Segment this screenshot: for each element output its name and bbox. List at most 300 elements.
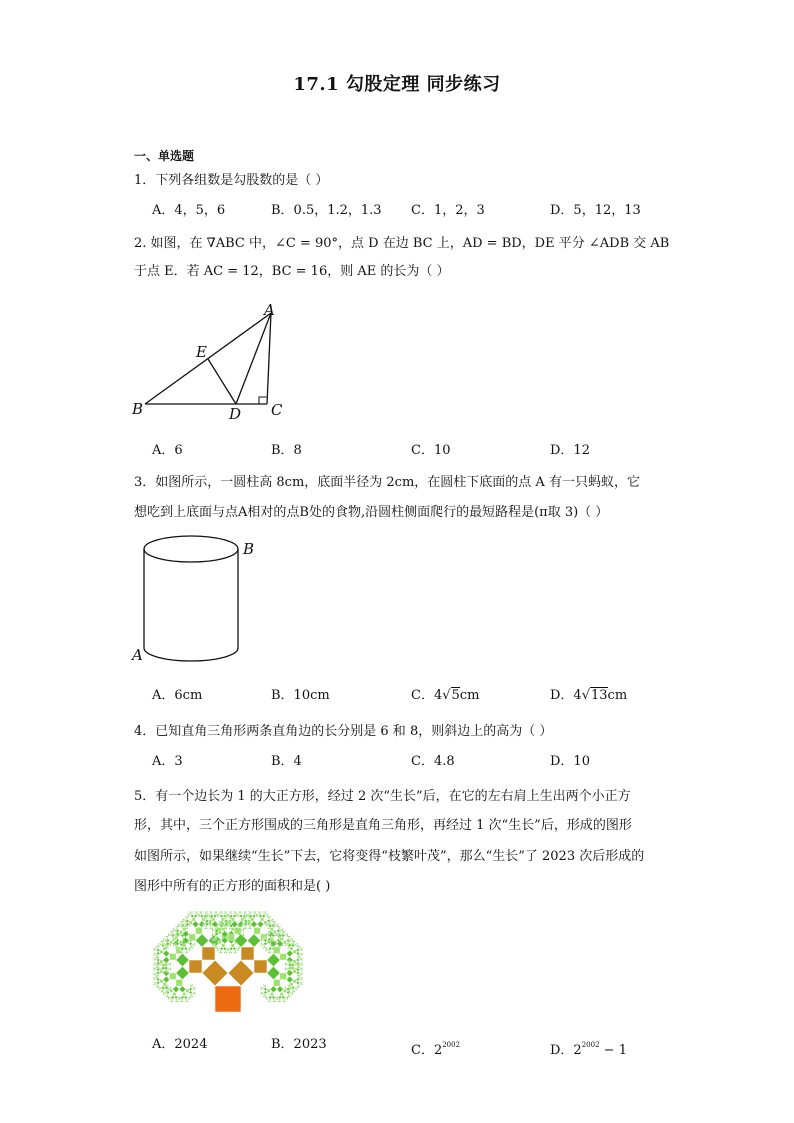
branch-square [171,999,173,1001]
branch-square [251,918,254,921]
branch-square [263,984,265,986]
branch-square [196,934,209,947]
branch-square [186,999,188,1001]
branch-square [176,999,178,1001]
branch-square [261,993,263,995]
branch-square [291,938,293,940]
branch-square [219,952,221,954]
pythagoras-tree-figure [134,908,320,1018]
branch-square [265,998,267,1000]
question-5-line-3: 如图所示，如果继续“生长”下去，它将变得“枝繁叶茂”，那么“生长”了 2023 次后形成的 [134,849,645,864]
branch-square [301,959,303,961]
branch-square [278,932,280,934]
branch-square [153,967,155,969]
branch-square [239,913,241,915]
branch-square [153,954,155,956]
branch-square [265,984,267,986]
q5-option-d-exponent: 2002 [581,1041,600,1049]
branch-square [158,943,160,945]
branch-square [301,949,303,951]
branch-square [285,967,287,969]
branch-square [166,945,168,947]
branch-square [301,967,303,969]
branch-square [264,986,266,988]
branch-square [285,964,287,966]
branch-square [243,911,245,913]
branch-square [181,996,184,999]
branch-square [267,914,269,916]
branch-square [245,928,247,930]
branch-square [157,975,159,977]
branch-square [161,941,163,943]
branch-square [213,934,215,936]
branch-square [189,915,191,917]
triangle-figure [128,298,298,426]
branch-square [274,921,276,923]
branch-square [267,949,269,951]
branch-square [175,1001,177,1003]
q3-option-c-unit: cm [459,688,480,703]
branch-square [168,988,170,990]
branch-square [181,950,183,952]
branch-square [229,952,231,954]
branch-square [267,924,269,926]
branch-square [273,1001,275,1003]
branch-square [272,919,274,921]
branch-square [254,913,256,915]
branch-square [223,924,225,926]
branch-square [301,977,303,979]
branch-square [183,944,186,947]
branch-square [289,936,291,938]
branch-square [163,938,165,940]
branch-square [254,928,261,935]
label-a: A [264,301,275,319]
branch-square [278,999,280,1001]
q5-option-d-base: D．2 [550,1043,582,1058]
branch-square [275,997,277,999]
branch-square [184,996,187,999]
cylinder-figure [128,530,263,665]
branch-square [186,950,188,952]
question-5-line-2: 形，其中，三个正方形围成的三角形是直角三角形，再经过 1 次“生长”后，形成的图形 [134,818,632,833]
branch-square [269,923,271,925]
branch-square [163,983,166,986]
branch-square [225,926,227,928]
q2-option-a: A．6 [152,443,183,458]
branch-square [270,919,272,921]
branch-square [228,934,235,941]
branch-square [230,950,232,952]
branch-square [200,911,202,913]
branch-square [223,947,226,950]
branch-square [220,913,222,915]
q4-option-b: B．4 [271,754,302,769]
branch-square [262,915,265,918]
branch-square [157,952,160,955]
branch-square [293,950,296,953]
branch-square [176,936,178,938]
branch-square [168,933,170,935]
question-3-line-2: 想吃到上底面与点A相对的点B处的食物,沿圆柱侧面爬行的最短路程是(π取 3)（ ） [134,505,609,520]
branch-square [161,989,163,991]
branch-square [153,972,155,974]
branch-square [186,926,188,928]
branch-square [220,915,223,918]
branch-square [244,913,246,915]
branch-square [269,1001,271,1003]
branch-square [224,952,226,954]
branch-square [257,915,259,917]
branch-square [173,986,180,993]
branch-square [194,943,196,945]
branch-square [272,996,275,999]
branch-square [287,998,289,1000]
branch-square [301,954,303,956]
branch-square [287,984,289,986]
branch-square [200,915,203,918]
q3-option-d-prefix: D．4 [550,688,582,703]
branch-square [157,965,159,967]
label-a: A [132,646,143,664]
sqrt-sign: √ [581,688,590,703]
branch-square [210,913,212,915]
branch-square [192,993,194,995]
branch-square [153,962,155,964]
branch-square [170,973,177,980]
branch-square [183,919,185,921]
branch-square [170,934,172,936]
label-b: B [132,400,144,418]
branch-square [265,911,267,913]
branch-square [274,980,281,987]
branch-square [268,928,270,930]
branch-square [204,919,206,921]
branch-square [174,934,176,936]
branch-square [206,928,208,930]
branch-square [176,954,189,967]
q5-option-a: A．2024 [152,1037,208,1052]
branch-square [274,932,276,934]
branch-square [200,913,202,915]
branch-square [166,970,168,972]
branch-square [295,944,297,946]
branch-square [269,916,271,918]
branch-square [285,969,287,971]
branch-square [194,992,196,994]
branch-square [299,945,301,947]
branch-square [176,945,178,947]
branch-square [267,954,280,967]
branch-square [293,962,295,964]
branch-square [250,928,252,930]
branch-square [218,931,221,934]
q2-option-c: C．10 [411,443,451,458]
branch-square [153,974,155,976]
branch-square [294,941,296,943]
branch-square [174,929,176,931]
branch-square [161,991,163,993]
q2-option-d: D．12 [550,443,590,458]
branch-square [233,947,236,950]
branch-square [225,950,227,952]
branch-square [295,963,297,965]
q3-option-d-radicand: 13 [591,688,608,703]
branch-square [234,911,236,913]
branch-square [282,928,284,930]
branch-square [290,947,293,950]
branch-square [267,941,270,944]
branch-square [176,928,178,930]
branch-square [190,911,192,913]
trunk-square [215,986,241,1012]
q1-option-a: A．4，5，6 [152,203,226,218]
branch-square [301,972,303,974]
branch-square [267,989,270,992]
branch-square [186,989,189,992]
branch-square [253,911,255,913]
q3-option-c-prefix: C．4 [411,688,443,703]
branch-square [249,918,251,920]
branch-square [287,968,289,970]
branch-square [155,958,157,960]
branch-square [179,941,182,944]
question-5-line-1: 5．有一个边长为 1 的大正方形，经过 2 次“生长”后，在它的左右肩上生出两个小正方 [134,789,631,804]
branch-square [189,921,192,924]
branch-square [298,976,300,978]
branch-square [157,981,160,984]
branch-square [167,984,169,986]
branch-square [161,970,163,972]
branch-square [270,986,277,993]
branch-square [282,996,285,999]
branch-square [170,964,172,966]
branch-square [179,934,181,936]
branch-square [165,996,167,998]
branch-square [165,936,167,938]
question-4-text: 4．已知直角三角形两条直角边的长分别是 6 和 8，则斜边上的高为（ ） [134,724,553,739]
branch-square [170,967,172,969]
q5-option-d-suffix: − 1 [599,1043,627,1058]
branch-square [192,918,195,921]
branch-square [187,952,189,954]
branch-square [283,989,286,992]
branch-square [189,949,191,951]
branch-square [259,915,262,918]
branch-square [300,978,302,980]
branch-square [153,964,155,966]
branch-square [287,947,289,949]
branch-square [301,969,303,971]
branch-square [179,931,182,934]
branch-square [157,971,160,974]
branch-square [174,944,176,946]
branch-square [278,996,281,999]
branch-square [294,991,296,993]
branch-square [174,939,176,941]
branch-square [296,949,299,952]
branch-square [230,952,232,954]
q4-option-d: D．10 [550,754,590,769]
branch-square [298,967,300,969]
branch-square [157,947,159,949]
branch-square [226,928,228,930]
branch-square [293,970,296,973]
branch-square [213,939,215,941]
branch-square [214,911,216,913]
branch-square [174,996,177,999]
branch-square [215,945,217,947]
branch-square [192,944,194,946]
branch-square [216,911,218,913]
branch-square [229,928,231,930]
branch-square [218,915,220,917]
branch-square [218,949,220,951]
branch-square [153,953,155,955]
branch-square [279,926,281,928]
branch-square [155,968,157,970]
branch-square [263,996,265,998]
branch-square [219,911,221,913]
branch-square [301,974,303,976]
branch-square [168,998,170,1000]
branch-square [288,994,290,996]
branch-square [170,997,172,999]
branch-square [296,958,299,961]
branch-square [244,926,246,928]
q5-option-c-exponent: 2002 [442,1041,461,1049]
branch-square [189,988,192,991]
branch-square [187,997,189,999]
branch-square [230,913,232,915]
branch-square [300,968,302,970]
branch-square [293,980,296,983]
branch-square [163,957,170,964]
branch-square [254,960,267,973]
branch-square [280,929,282,931]
branch-square [209,921,212,924]
branch-square [228,921,231,924]
branch-square [261,918,264,921]
branch-square [288,942,290,944]
branch-square [194,987,196,989]
branch-square [176,967,189,980]
branch-square [283,999,285,1001]
branch-square [189,942,192,945]
branch-square [163,976,170,983]
branch-square [160,950,163,953]
branch-square [170,931,172,933]
branch-square [259,913,261,915]
branch-square [210,918,212,920]
branch-square [184,947,187,950]
branch-square [255,911,257,913]
question-2-line-1: 2. 如图，在 ∇ABC 中，∠C = 90°，点 D 在边 BC 上，AD = BD，DE 平分 ∠ADB 交 AB [134,236,670,251]
branch-square [288,962,290,964]
branch-square [262,993,264,995]
branch-square [262,988,264,990]
branch-square [287,950,294,957]
branch-square [223,919,225,921]
branch-square [235,934,248,947]
branch-square [170,1001,172,1003]
branch-square [298,957,300,959]
branch-square [191,913,193,915]
branch-square [249,913,251,915]
branch-square [282,1001,284,1003]
branch-square [301,962,303,964]
branch-square [280,993,283,996]
page-title: 17.1 勾股定理 同步练习 [293,74,501,95]
branch-square [228,915,230,917]
branch-square [287,963,289,965]
branch-square [243,933,245,935]
branch-square [157,978,160,981]
branch-square [178,923,180,925]
branch-square [212,930,214,932]
q3-option-d-unit: cm [607,688,628,703]
branch-square [191,947,193,949]
branch-square [226,952,228,954]
branch-square [176,980,183,987]
branch-square [222,944,225,947]
branch-square [267,997,269,999]
branch-square [180,921,182,923]
branch-square [201,911,203,913]
branch-square [239,915,242,918]
branch-square [182,1001,184,1003]
branch-square [264,942,267,945]
branch-square [231,928,234,931]
q3-option-a: A．6cm [152,688,203,703]
branch-square [171,932,173,934]
q3-option-c-radicand: 5 [451,688,460,703]
branch-square [170,987,172,989]
q5-option-c-base: C．2 [411,1043,443,1058]
branch-square [270,993,273,996]
branch-square [270,937,273,940]
branch-square [157,955,159,957]
branch-square [277,923,279,925]
branch-square [189,998,191,1000]
branch-square [155,983,157,985]
branch-square [233,915,236,918]
branch-square [285,997,287,999]
branch-square [213,929,215,931]
branch-square [153,982,155,984]
branch-square [263,911,265,913]
branch-square [238,915,240,917]
branch-square [269,952,271,954]
branch-square [160,988,162,990]
branch-square [218,941,221,944]
branch-square [153,948,155,950]
branch-square [296,952,299,955]
branch-square [209,915,211,917]
q1-option-d: D．5，12，13 [550,203,641,218]
branch-square [206,911,208,913]
branch-square [285,987,287,989]
q1-option-b: B．0.5，1.2，1.3 [271,203,382,218]
branch-square [165,944,167,946]
branch-square [251,921,258,928]
branch-square [275,924,277,926]
q3-option-b: B．10cm [271,688,330,703]
label-e: E [196,343,207,361]
branch-square [204,924,206,926]
branch-square [181,923,183,925]
branch-square [217,949,219,951]
